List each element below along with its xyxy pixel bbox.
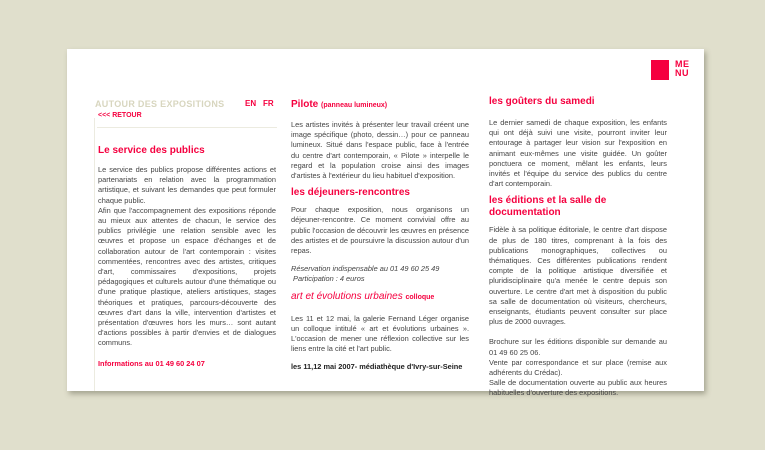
dejeuners-text: Pour chaque exposition, nous organisons un déjeuner-rencontre. Ce moment convivial offre au public l'occasion de découvrir les œuvres en présence des artistes et de poursuivre la discussion autour d'un repas. (291, 205, 469, 256)
menu-label-bottom: NU (675, 68, 689, 78)
participation-text: Participation : 4 euros (291, 274, 365, 284)
colloque-date: les 11,12 mai 2007- médiathèque d'Ivry-sur-Seine (291, 362, 463, 372)
left-column (98, 145, 276, 369)
back-link[interactable]: <<< RETOUR (98, 112, 142, 119)
services-para-1: Le service des publics propose différentes actions et partenariats en relation avec la programmation artistique, et suivant les demandes que peut formuler chaque public. (98, 165, 276, 205)
vente-text: Vente par correspondance et sur place (remise aux adhérents du Crédac). (489, 357, 667, 378)
salle-text: Salle de documentation ouverte au public aux heures habituelles d'ouverture des expositions. (489, 378, 667, 398)
middle-column (291, 99, 469, 373)
colloque-subtitle: colloque (405, 293, 435, 301)
dejeuners-heading: les déjeuners-rencontres (291, 187, 410, 199)
pilote-subtitle: (panneau lumineux) (321, 102, 388, 109)
logo-square-icon (651, 60, 669, 80)
section-title: AUTOUR DES EXPOSITIONS (95, 99, 225, 109)
brochure-text: Brochure sur les éditions disponible sur demande au 01 49 60 25 06. (489, 337, 667, 357)
lang-en-link[interactable]: EN (245, 99, 257, 108)
services-para-2: Afin que l'accompagnement des expositions réponde au mieux aux attentes de chacun, le service des publics privilégie une relation sensible avec les œuvres et propose un espace d'échanges et de collaboration autour de l'art contemporain : visites commentées, rencontres avec des artistes, critiques d'art, commissaires d'expositions, projets pédagogiques et culturels autour d'une thématique ou d'une pratique plastique, ateliers artistiques, stages théoriques et pratiques, parcours-découverte des œuvres d'art dans la ville, intervention d'artistes et présentation d'œuvres hors les murs… sont autant d'actions possibles à partir d'envies et de dialogues communs. (98, 205, 276, 348)
services-heading: Le service des publics (98, 145, 205, 156)
right-column (489, 96, 667, 399)
services-info-phone: Informations au 01 49 60 24 07 (98, 358, 205, 368)
menu-button[interactable] (651, 60, 706, 82)
pilote-heading (291, 99, 469, 112)
editions-text: Fidèle à sa politique éditoriale, le centre d'art dispose de plus de 180 titres, comprenant à la fois des publications monographiques, collectives ou thématiques. Ces différentes publications rendent compte de la politique artistique diversifiée et pluridisciplinaire qu'a menée le centre depuis son ouverture. Le centre d'art met à disposition du public sa salle de documentation où visiteurs, chercheurs, enseignants, étudiants peuvent consulter sur place plus de 2000 ouvrages. (489, 225, 667, 327)
pilote-text: Les artistes invités à présenter leur travail créent une image spécifique (photo, dessin…) pour ce panneau lumineux. Situé dans l'espace public, face à l'entrée du centre d'art contemporain, « Pilote » interpelle le regard et la population croise ainsi des images d'artistes à l'extérieur du lieu habituel d'exposition. (291, 120, 469, 181)
colloque-text: Les 11 et 12 mai, la galerie Fernand Léger organise un colloque intitulé « art et évolutions urbaines ». L'occasion de mener une réflexion collective sur les liens entre la cité et l'art public. (291, 313, 469, 354)
colloque-heading (291, 291, 469, 304)
editions-heading: les éditions et la salle de documentation (489, 195, 607, 219)
menu-label (675, 60, 695, 78)
pilote-title: Pilote (291, 99, 319, 110)
reservation-text: Réservation indispensable au 01 49 60 25 49 (291, 264, 440, 274)
lang-fr-link[interactable]: FR (263, 99, 274, 108)
left-strip (67, 118, 95, 391)
gouters-heading: les goûters du samedi (489, 96, 595, 107)
content-page (67, 49, 704, 398)
divider (97, 127, 277, 128)
menu-label-top: ME (675, 59, 690, 69)
colloque-title: art et évolutions urbaines (291, 290, 403, 302)
gouters-text: Le dernier samedi de chaque exposition, les enfants qui ont déjà suivi une visite, pourront inviter leur entourage à partager leur vision sur l'exposition en animant eux-mêmes une visite guidée. Un goûter ponctuera ce moment, mêlant les enfants, leurs invités et l'équipe du service des publics du centre d'art contemporain. (489, 118, 667, 189)
